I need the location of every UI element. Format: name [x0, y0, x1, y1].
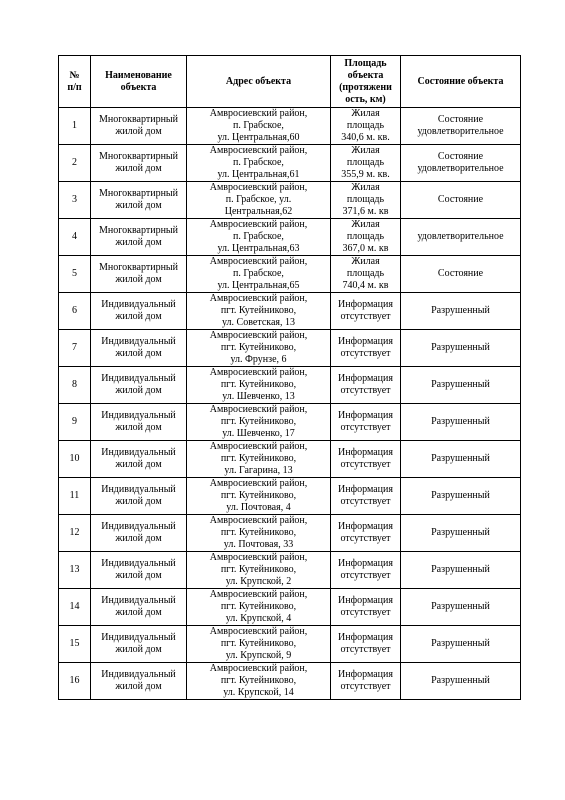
cell-area: [331, 626, 401, 663]
cell-state-text: Состояние: [437, 194, 484, 205]
cell-address: [187, 663, 331, 700]
cell-num: [59, 552, 91, 589]
cell-name-text: Индивидуальный жилой дом: [101, 373, 176, 396]
cell-name-text: Индивидуальный жилой дом: [101, 447, 176, 470]
cell-area: [331, 367, 401, 404]
cell-name: [91, 441, 187, 478]
cell-address-text: Амвросиевский район, пгт. Кутейниково, ул. Шевченко, 13: [209, 367, 308, 402]
cell-area-text: Жилая площадь 367,0 м. кв: [342, 219, 389, 254]
table-row: [59, 626, 521, 663]
cell-address-text: Амвросиевский район, пгт. Кутейниково, ул. Крупской, 14: [209, 663, 308, 698]
cell-state-text: Разрушенный: [431, 527, 490, 538]
cell-state: [401, 330, 521, 367]
cell-name-text: Индивидуальный жилой дом: [101, 336, 176, 359]
cell-address: [187, 256, 331, 293]
cell-name: [91, 589, 187, 626]
cell-address-text: Амвросиевский район, пгт. Кутейниково, ул. Крупской, 9: [209, 626, 308, 661]
cell-num-text: 1: [72, 120, 77, 131]
cell-num-text: 3: [72, 194, 77, 205]
cell-state: [401, 441, 521, 478]
cell-name: [91, 367, 187, 404]
cell-area: [331, 219, 401, 256]
cell-area-text: Жилая площадь 740,4 м. кв: [342, 256, 389, 291]
cell-area-text: Информация отсутствует: [338, 447, 393, 470]
table-row: [59, 330, 521, 367]
cell-area-text: Информация отсутствует: [338, 669, 393, 692]
header-state: Состояние объекта: [401, 56, 521, 108]
cell-num: [59, 589, 91, 626]
cell-state: [401, 404, 521, 441]
cell-state: [401, 219, 521, 256]
header-address: Адрес объекта: [187, 56, 331, 108]
cell-num-text: 4: [72, 231, 77, 242]
table-row: [59, 404, 521, 441]
cell-num-text: 16: [69, 675, 80, 686]
cell-address-text: Амвросиевский район, пгт. Кутейниково, ул. Крупской, 2: [209, 552, 308, 587]
cell-area: [331, 404, 401, 441]
cell-name: [91, 515, 187, 552]
cell-area: [331, 552, 401, 589]
cell-area: [331, 589, 401, 626]
cell-area: [331, 663, 401, 700]
table-row: [59, 145, 521, 182]
cell-num: [59, 219, 91, 256]
cell-num-text: 5: [72, 268, 77, 279]
cell-name-text: Многоквартирный жилой дом: [99, 262, 178, 285]
cell-num-text: 9: [72, 416, 77, 427]
cell-name-text: Индивидуальный жилой дом: [101, 410, 176, 433]
cell-name-text: Многоквартирный жилой дом: [99, 114, 178, 137]
cell-address-text: Амвросиевский район, п. Грабское, ул. Центральная,61: [209, 145, 308, 180]
cell-area: [331, 441, 401, 478]
cell-num-text: 11: [69, 490, 80, 501]
cell-state: [401, 626, 521, 663]
cell-area: [331, 515, 401, 552]
cell-area: [331, 182, 401, 219]
cell-num: [59, 441, 91, 478]
table-row: [59, 219, 521, 256]
cell-num: [59, 108, 91, 145]
cell-state-text: Разрушенный: [431, 490, 490, 501]
cell-num-text: 2: [72, 157, 77, 168]
cell-name-text: Индивидуальный жилой дом: [101, 299, 176, 322]
cell-area-text: Информация отсутствует: [338, 336, 393, 359]
cell-name: [91, 478, 187, 515]
cell-area-text: Информация отсутствует: [338, 373, 393, 396]
cell-address: [187, 367, 331, 404]
cell-state-text: Состояние: [437, 268, 484, 279]
cell-address: [187, 219, 331, 256]
cell-state-text: Разрушенный: [431, 638, 490, 649]
cell-name: [91, 330, 187, 367]
cell-state: [401, 145, 521, 182]
cell-area: [331, 330, 401, 367]
cell-state-text: Состояние удовлетворительное: [417, 151, 504, 174]
cell-state-text: Разрушенный: [431, 416, 490, 427]
cell-area-text: Информация отсутствует: [338, 521, 393, 544]
cell-state: [401, 589, 521, 626]
cell-state-text: Разрушенный: [431, 342, 490, 353]
cell-address-text: Амвросиевский район, пгт. Кутейниково, ул. Почтовая, 4: [209, 478, 308, 513]
table-row: [59, 478, 521, 515]
cell-name: [91, 626, 187, 663]
cell-area-text: Жилая площадь 355,9 м. кв.: [341, 145, 390, 180]
cell-address-text: Амвросиевский район, п. Грабское, ул. Центральная,63: [209, 219, 308, 254]
cell-num: [59, 626, 91, 663]
cell-address: [187, 145, 331, 182]
table-row: [59, 515, 521, 552]
cell-area: [331, 478, 401, 515]
cell-num-text: 12: [69, 527, 80, 538]
cell-name-text: Индивидуальный жилой дом: [101, 558, 176, 581]
cell-num: [59, 293, 91, 330]
cell-name: [91, 256, 187, 293]
table-row: [59, 663, 521, 700]
cell-state: [401, 515, 521, 552]
cell-name-text: Многоквартирный жилой дом: [99, 188, 178, 211]
cell-name: [91, 293, 187, 330]
cell-name-text: Индивидуальный жилой дом: [101, 521, 176, 544]
table-row: [59, 367, 521, 404]
cell-num: [59, 404, 91, 441]
cell-name-text: Многоквартирный жилой дом: [99, 225, 178, 248]
cell-area-text: Жилая площадь 340,6 м. кв.: [341, 108, 390, 143]
cell-address: [187, 108, 331, 145]
table-header-row: [59, 56, 521, 108]
cell-num: [59, 182, 91, 219]
table-row: [59, 256, 521, 293]
cell-num: [59, 367, 91, 404]
cell-address: [187, 626, 331, 663]
objects-table: [58, 55, 521, 700]
cell-num: [59, 515, 91, 552]
cell-state-text: Разрушенный: [431, 379, 490, 390]
cell-state-text: Разрушенный: [431, 601, 490, 612]
cell-state: [401, 182, 521, 219]
cell-address: [187, 515, 331, 552]
cell-name: [91, 219, 187, 256]
cell-state: [401, 478, 521, 515]
cell-area: [331, 108, 401, 145]
cell-address-text: Амвросиевский район, пгт. Кутейниково, ул. Почтовая, 33: [209, 515, 308, 550]
cell-name: [91, 108, 187, 145]
cell-state: [401, 663, 521, 700]
cell-name: [91, 404, 187, 441]
cell-address: [187, 478, 331, 515]
table-row: [59, 552, 521, 589]
cell-address: [187, 404, 331, 441]
cell-state-text: Разрушенный: [431, 453, 490, 464]
cell-address: [187, 441, 331, 478]
cell-name-text: Индивидуальный жилой дом: [101, 669, 176, 692]
table-row: [59, 293, 521, 330]
cell-address-text: Амвросиевский район, пгт. Кутейниково, ул. Советская, 13: [209, 293, 308, 328]
cell-address-text: Амвросиевский район, п. Грабское, ул. Центральная,62: [209, 182, 308, 217]
cell-area-text: Информация отсутствует: [338, 484, 393, 507]
cell-area: [331, 293, 401, 330]
cell-state-text: Состояние удовлетворительное: [417, 114, 504, 137]
cell-address: [187, 182, 331, 219]
table-body: [59, 108, 521, 700]
cell-state: [401, 256, 521, 293]
cell-state-text: Разрушенный: [431, 675, 490, 686]
cell-name: [91, 552, 187, 589]
cell-address-text: Амвросиевский район, п. Грабское, ул. Центральная,60: [209, 108, 308, 143]
header-area: Площадь объекта (протяжени ость, км): [331, 56, 401, 108]
cell-area: [331, 256, 401, 293]
cell-num-text: 6: [72, 305, 77, 316]
cell-state: [401, 552, 521, 589]
cell-address-text: Амвросиевский район, пгт. Кутейниково, ул. Гагарина, 13: [209, 441, 308, 476]
cell-name-text: Индивидуальный жилой дом: [101, 595, 176, 618]
cell-num-text: 14: [69, 601, 80, 612]
cell-num-text: 8: [72, 379, 77, 390]
cell-address-text: Амвросиевский район, пгт. Кутейниково, ул. Шевченко, 17: [209, 404, 308, 439]
cell-state: [401, 293, 521, 330]
cell-num-text: 13: [69, 564, 80, 575]
cell-name-text: Индивидуальный жилой дом: [101, 632, 176, 655]
cell-num: [59, 256, 91, 293]
table-row: [59, 441, 521, 478]
cell-address-text: Амвросиевский район, пгт. Кутейниково, ул. Фрунзе, 6: [209, 330, 308, 365]
table-row: [59, 108, 521, 145]
cell-area-text: Информация отсутствует: [338, 595, 393, 618]
cell-name-text: Индивидуальный жилой дом: [101, 484, 176, 507]
cell-num-text: 15: [69, 638, 80, 649]
cell-address: [187, 552, 331, 589]
cell-num: [59, 145, 91, 182]
cell-state: [401, 367, 521, 404]
cell-address: [187, 589, 331, 626]
cell-area: [331, 145, 401, 182]
cell-num: [59, 330, 91, 367]
cell-area-text: Информация отсутствует: [338, 632, 393, 655]
cell-address-text: Амвросиевский район, пгт. Кутейниково, ул. Крупской, 4: [209, 589, 308, 624]
cell-area-text: Информация отсутствует: [338, 410, 393, 433]
cell-name: [91, 145, 187, 182]
cell-address: [187, 330, 331, 367]
header-num: № п/п: [59, 56, 91, 108]
cell-num-text: 7: [72, 342, 77, 353]
cell-num: [59, 663, 91, 700]
cell-name-text: Многоквартирный жилой дом: [99, 151, 178, 174]
cell-area-text: Информация отсутствует: [338, 558, 393, 581]
cell-state-text: удовлетворительное: [417, 231, 504, 242]
table-row: [59, 589, 521, 626]
cell-state-text: Разрушенный: [431, 564, 490, 575]
cell-state: [401, 108, 521, 145]
cell-address: [187, 293, 331, 330]
header-name: Наименование объекта: [91, 56, 187, 108]
table-row: [59, 182, 521, 219]
cell-address-text: Амвросиевский район, п. Грабское, ул. Центральная,65: [209, 256, 308, 291]
cell-num: [59, 478, 91, 515]
cell-state-text: Разрушенный: [431, 305, 490, 316]
cell-area-text: Жилая площадь 371,6 м. кв: [342, 182, 389, 217]
cell-name: [91, 182, 187, 219]
cell-num-text: 10: [69, 453, 80, 464]
cell-area-text: Информация отсутствует: [338, 299, 393, 322]
cell-name: [91, 663, 187, 700]
